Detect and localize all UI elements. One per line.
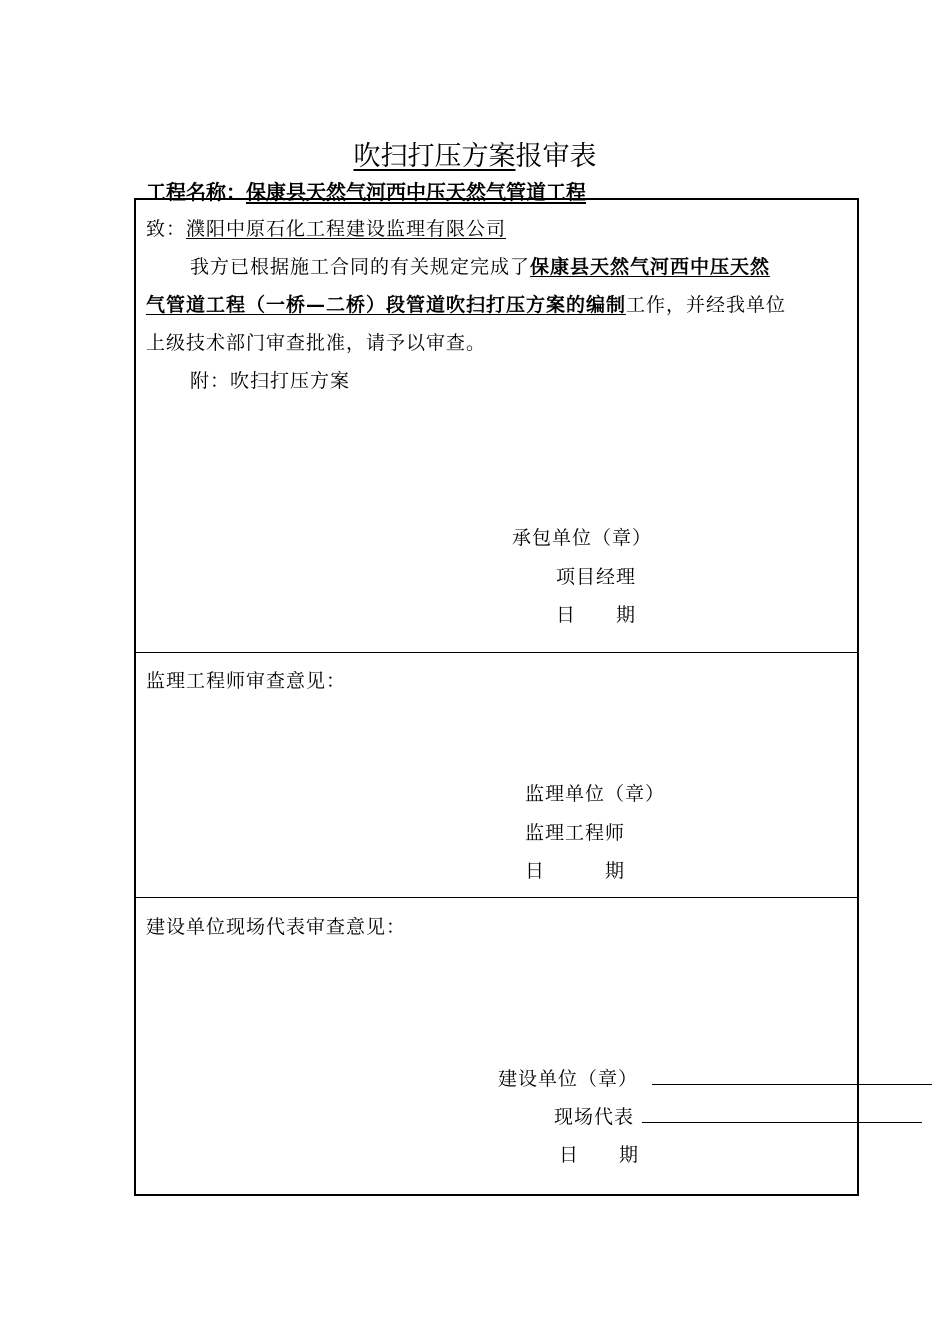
supervisor-seal-label: 监理单位（章）: [525, 783, 666, 805]
body-line-2: [146, 290, 786, 317]
title-part-1: 吹扫打压方案: [353, 141, 516, 172]
addressee-row: [146, 214, 506, 241]
attachment-line: 附：吹扫打压方案: [190, 370, 351, 392]
title-part-2: 报审表: [515, 141, 597, 172]
divider-1: [134, 652, 859, 653]
date-label-2: 日 期: [525, 860, 626, 882]
date-label-1: 日 期: [556, 604, 637, 626]
site-representative-line: [642, 1122, 922, 1123]
body-line-1-bold: 保康县天然气河西中压天然: [530, 256, 771, 278]
owner-seal-line: [652, 1084, 932, 1085]
page-title: [0, 134, 950, 173]
body-line-2-suffix: 工作，并经我单位: [626, 294, 787, 316]
body-line-1: [190, 252, 770, 279]
divider-2: [134, 897, 859, 898]
project-value: 保康县天然气河西中压天然气管道工程: [246, 180, 586, 204]
owner-opinion-heading: 建设单位现场代表审查意见：: [146, 916, 407, 938]
project-label: 工程名称：: [146, 180, 246, 204]
body-line-3: 上级技术部门审查批准，请予以审查。: [146, 332, 487, 354]
site-representative-label: 现场代表: [554, 1106, 635, 1128]
addressee-label: 致：: [146, 218, 187, 240]
body-line-2-bold: 气管道工程（一桥—二桥）段管道吹扫打压方案的编制: [146, 294, 627, 316]
contractor-seal-label: 承包单位（章）: [512, 527, 653, 549]
project-manager-label: 项目经理: [556, 566, 637, 588]
date-label-3: 日 期: [559, 1144, 640, 1166]
addressee-value: 濮阳中原石化工程建设监理有限公司: [186, 218, 507, 240]
body-line-1-prefix: 我方已根据施工合同的有关规定完成了: [190, 256, 531, 278]
supervisor-opinion-heading: 监理工程师审查意见：: [146, 670, 347, 692]
supervising-engineer-label: 监理工程师: [525, 822, 626, 844]
owner-seal-label: 建设单位（章）: [498, 1068, 639, 1090]
